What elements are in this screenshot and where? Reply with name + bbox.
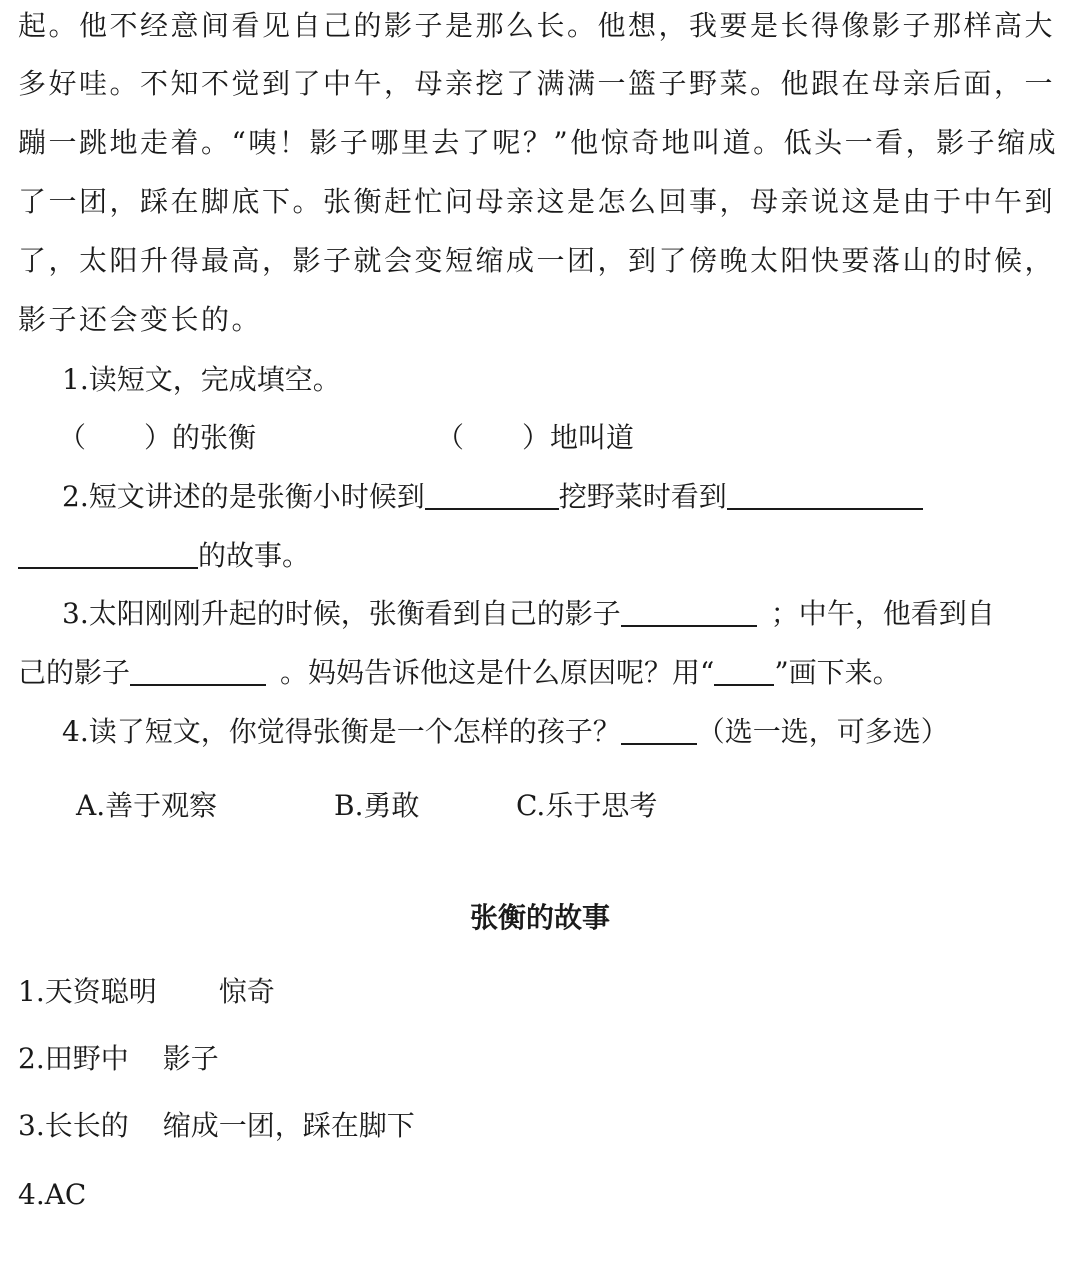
passage-line-4: 了一团，踩在脚底下。张衡赶忙问母亲这是怎么回事，母亲说这是由于中午到: [18, 185, 1056, 218]
question-1-prompt: 1.读短文，完成填空。: [62, 363, 341, 396]
fill-blank[interactable]: [130, 654, 266, 686]
fill-blank[interactable]: [425, 478, 559, 510]
question-2-line-1: 2.短文讲述的是张衡小时候到 挖野菜时看到: [62, 477, 923, 517]
question-4-line: 4.读了短文，你觉得张衡是一个怎样的孩子？ （选一选，可多选）: [62, 715, 949, 748]
question-3-line-1: 3.太阳刚刚升起的时候，张衡看到自己的影子 ；中午，他看到自: [62, 597, 995, 630]
passage-line-3: 蹦一跳地走着。“咦！影子哪里去了呢？”他惊奇地叫道。低头一看，影子缩成: [18, 126, 1059, 159]
passage-line-1: 起。他不经意间看见自己的影子是那么长。他想，我要是长得像影子那样高大: [18, 9, 1056, 42]
answer-4: 4.AC: [18, 1178, 87, 1211]
question-4-option-b[interactable]: B.勇敢: [334, 789, 420, 822]
fill-blank[interactable]: [621, 713, 697, 745]
fill-blank[interactable]: [18, 537, 198, 569]
question-1-blank-a: （ ）的张衡: [58, 421, 257, 454]
passage-line-5: 了，太阳升得最高，影子就会变短缩成一团，到了傍晚太阳快要落山的时候，: [18, 244, 1056, 277]
passage-line-6: 影子还会变长的。: [18, 303, 263, 336]
passage-line-2: 多好哇。不知不觉到了中午，母亲挖了满满一篮子野菜。他跟在母亲后面，一: [18, 67, 1056, 100]
fill-blank[interactable]: [727, 478, 923, 510]
question-1-blank-b: （ ）地叫道: [436, 421, 635, 454]
question-4-option-c[interactable]: C.乐于思考: [516, 789, 658, 822]
answer-1: 1.天资聪明 惊奇: [18, 975, 275, 1008]
question-3-line-2: 己的影子 。妈妈告诉他这是什么原因呢？用“ ”画下来。: [18, 656, 901, 689]
answer-key-title: 张衡的故事: [469, 901, 610, 934]
question-2-line-2: 的故事。: [18, 536, 310, 576]
answer-2: 2.田野中 影子: [18, 1042, 219, 1075]
fill-blank[interactable]: [621, 595, 757, 627]
question-4-option-a[interactable]: A.善于观察: [76, 789, 218, 822]
answer-3: 3.长长的 缩成一团，踩在脚下: [18, 1109, 415, 1142]
fill-blank[interactable]: [714, 654, 774, 686]
